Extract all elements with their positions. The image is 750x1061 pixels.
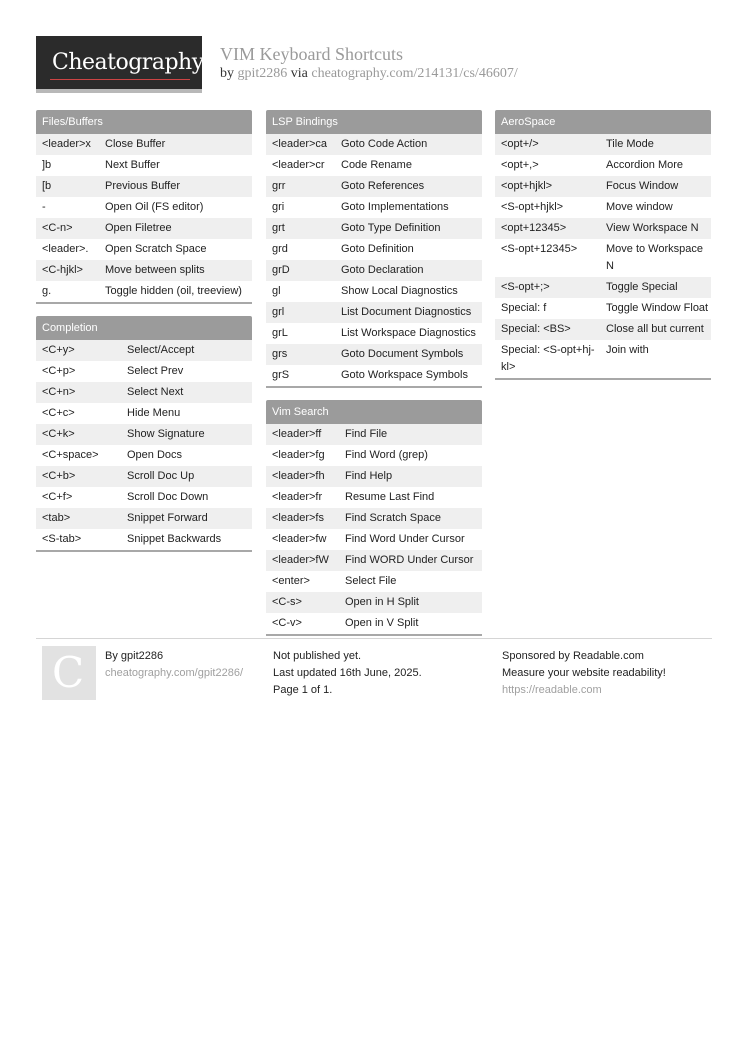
shortcut-key: <C+c>	[42, 407, 75, 419]
shortcut-row	[36, 529, 252, 550]
shortcut-description: Find Scratch Space	[345, 512, 441, 524]
column-1	[36, 110, 252, 564]
shortcut-description: Find File	[345, 428, 388, 440]
shortcut-row	[266, 613, 482, 634]
shortcut-row	[495, 134, 711, 155]
shortcut-row	[266, 281, 482, 302]
shortcut-description: Select File	[345, 575, 397, 587]
published-status: Not published yet.	[273, 650, 362, 662]
shortcut-row	[266, 571, 482, 592]
shortcut-key: ]b	[42, 159, 52, 171]
shortcut-row	[36, 197, 252, 218]
by-word: by	[220, 66, 234, 81]
shortcut-description: Move to Workspace N	[606, 243, 704, 272]
shortcut-key: <tab>	[42, 512, 71, 524]
shortcut-row	[36, 424, 252, 445]
shortcut-key: <leader>fh	[272, 470, 325, 482]
shortcut-key: <C-n>	[42, 222, 73, 234]
shortcut-row	[495, 298, 711, 319]
shortcut-description: Next Buffer	[105, 159, 160, 171]
shortcut-description: Join with	[606, 344, 649, 356]
section-title: LSP Bindings	[266, 110, 482, 134]
shortcut-description: List Document Diagnostics	[341, 306, 472, 318]
sponsor-url[interactable]: https://readable.com	[502, 684, 602, 696]
shortcut-description: Toggle Window Float	[606, 302, 709, 314]
column-3	[495, 110, 711, 392]
shortcut-key: <leader>fw	[272, 533, 327, 545]
shortcut-key: <leader>cr	[272, 159, 325, 171]
shortcut-key: <C+f>	[42, 491, 73, 503]
shortcut-key: -	[42, 201, 46, 213]
shortcut-key: <C+k>	[42, 428, 75, 440]
shortcut-row	[266, 365, 482, 386]
shortcut-key: <leader>fW	[272, 554, 329, 566]
shortcut-description: Goto References	[341, 180, 425, 192]
shortcut-row	[266, 218, 482, 239]
shortcut-row	[36, 281, 252, 302]
shortcut-row	[266, 155, 482, 176]
shortcut-description: View Workspace N	[606, 222, 699, 234]
author-avatar	[42, 646, 96, 700]
shortcut-row	[266, 466, 482, 487]
shortcut-key: <opt+,>	[501, 159, 539, 171]
sponsor-link[interactable]: Readable.com	[572, 650, 644, 662]
shortcut-description: Toggle Special	[606, 281, 678, 293]
footer-author-link[interactable]: gpit2286	[120, 650, 164, 662]
shortcut-description: Open Oil (FS editor)	[105, 201, 204, 213]
avatar-letter: C	[52, 648, 85, 697]
shortcut-key: grl	[272, 306, 285, 318]
footer-divider	[36, 638, 712, 639]
shortcut-key: [b	[42, 180, 52, 192]
page-title: VIM Keyboard Shortcuts	[220, 44, 403, 64]
shortcut-key: grd	[272, 243, 288, 255]
shortcut-description: Goto Definition	[341, 243, 414, 255]
last-updated: Last updated 16th June, 2025.	[273, 667, 422, 679]
shortcut-description: Open Scratch Space	[105, 243, 207, 255]
shortcut-row	[266, 529, 482, 550]
shortcut-description: Goto Type Definition	[341, 222, 441, 234]
shortcut-key: <S-opt+12345>	[501, 243, 578, 255]
shortcut-key: grr	[272, 180, 286, 192]
shortcut-description: Goto Implementations	[341, 201, 449, 213]
shortcut-description: Open in V Split	[345, 617, 419, 629]
shortcut-row	[495, 319, 711, 340]
shortcut-description: Move between splits	[105, 264, 205, 276]
shortcut-description: Close Buffer	[105, 138, 166, 150]
shortcut-description: Find WORD Under Cursor	[345, 554, 474, 566]
shortcut-row	[495, 176, 711, 197]
sponsor-tagline: Measure your website readability!	[502, 667, 666, 679]
section-title: AeroSpace	[495, 110, 711, 134]
shortcut-row	[36, 340, 252, 361]
sheet-url-link[interactable]: cheatography.com/214131/cs/46607/	[311, 66, 518, 81]
shortcut-description: Select/Accept	[127, 344, 195, 356]
shortcut-key: g.	[42, 285, 52, 297]
shortcut-key: gri	[272, 201, 285, 213]
shortcut-row	[36, 155, 252, 176]
shortcut-key: <opt+/>	[501, 138, 539, 150]
sponsored-prefix: Sponsored by	[502, 650, 570, 662]
shortcut-key: <C+n>	[42, 386, 76, 398]
cheatography-logo[interactable]	[36, 36, 202, 93]
shortcut-key: <C+p>	[42, 365, 76, 377]
shortcut-key: <C+b>	[42, 470, 76, 482]
shortcut-key: gl	[272, 285, 281, 297]
shortcut-row	[36, 176, 252, 197]
shortcut-row	[36, 508, 252, 529]
shortcut-key: Special: <BS>	[501, 323, 571, 335]
shortcut-key: <leader>fr	[272, 491, 323, 503]
section-title: Files/Buffers	[36, 110, 252, 134]
shortcut-key: <C+space>	[42, 449, 99, 461]
shortcut-description: Goto Code Action	[341, 138, 428, 150]
shortcut-description: Hide Menu	[127, 407, 181, 419]
shortcut-row	[495, 197, 711, 218]
shortcut-description: Goto Workspace Symbols	[341, 369, 468, 381]
shortcut-row	[266, 508, 482, 529]
shortcut-description: Move window	[606, 201, 673, 213]
footer-sponsor	[502, 648, 666, 699]
shortcut-row	[495, 218, 711, 239]
byline	[220, 66, 518, 82]
shortcut-row	[495, 155, 711, 176]
shortcut-key: <S-opt+hjkl>	[501, 201, 564, 213]
shortcut-row	[36, 487, 252, 508]
shortcut-description: Show Signature	[127, 428, 205, 440]
shortcut-key: grt	[272, 222, 285, 234]
shortcut-row	[36, 218, 252, 239]
shortcut-description: Scroll Doc Up	[127, 470, 195, 482]
shortcut-description: Accordion More	[606, 159, 684, 171]
shortcut-row	[36, 466, 252, 487]
shortcut-description: Open Filetree	[105, 222, 172, 234]
shortcut-description: Code Rename	[341, 159, 412, 171]
shortcut-row	[266, 302, 482, 323]
shortcut-key: <opt+hjkl>	[501, 180, 553, 192]
shortcut-description: Open Docs	[127, 449, 183, 461]
shortcut-key: <S-opt+;>	[501, 281, 550, 293]
shortcut-description: Select Next	[127, 386, 184, 398]
shortcut-description: Snippet Backwards	[127, 533, 222, 545]
shortcut-key: grL	[272, 327, 288, 339]
shortcut-key: grS	[272, 369, 290, 381]
section-vim-search	[266, 400, 482, 636]
shortcut-row	[266, 487, 482, 508]
shortcut-key: grD	[272, 264, 290, 276]
shortcut-key: <leader>.	[42, 243, 89, 255]
shortcut-row	[36, 445, 252, 466]
shortcut-row	[495, 340, 711, 378]
shortcut-row	[266, 239, 482, 260]
via-word: via	[290, 66, 308, 81]
shortcut-key: <C-v>	[272, 617, 302, 629]
page-number: Page 1 of 1.	[273, 684, 333, 696]
shortcut-key: <C-s>	[272, 596, 302, 608]
shortcut-row	[266, 424, 482, 445]
shortcut-description: Tile Mode	[606, 138, 654, 150]
shortcut-description: Find Help	[345, 470, 393, 482]
shortcut-key: <C-hjkl>	[42, 264, 83, 276]
shortcut-row	[266, 176, 482, 197]
footer-meta	[273, 648, 422, 699]
shortcut-key: <enter>	[272, 575, 310, 587]
shortcut-row	[495, 239, 711, 277]
shortcut-row	[36, 260, 252, 281]
footer-by-word: By	[105, 650, 118, 662]
column-2	[266, 110, 482, 648]
shortcut-row	[266, 592, 482, 613]
shortcut-description: List Workspace Diagnostics	[341, 327, 476, 339]
shortcut-key: Special: f	[501, 302, 547, 314]
shortcut-row	[266, 197, 482, 218]
section-completion	[36, 316, 252, 552]
shortcut-description: Select Prev	[127, 365, 184, 377]
shortcut-key: <opt+12345>	[501, 222, 567, 234]
author-link[interactable]: gpit2286	[237, 66, 288, 81]
shortcut-row	[266, 134, 482, 155]
footer-author	[105, 648, 243, 682]
logo-text: Cheatography	[52, 50, 204, 75]
shortcut-row	[36, 239, 252, 260]
shortcut-description: Goto Document Symbols	[341, 348, 464, 360]
shortcut-row	[266, 323, 482, 344]
shortcut-row	[36, 382, 252, 403]
shortcut-description: Focus Window	[606, 180, 679, 192]
section-aerospace	[495, 110, 711, 380]
shortcut-key: <leader>ff	[272, 428, 322, 440]
shortcut-row	[266, 445, 482, 466]
shortcut-row	[36, 403, 252, 424]
shortcut-key: <S-tab>	[42, 533, 82, 545]
shortcut-key: <C+y>	[42, 344, 75, 356]
logo-underline	[50, 79, 190, 80]
shortcut-description: Find Word (grep)	[345, 449, 428, 461]
shortcut-description: Show Local Diagnostics	[341, 285, 458, 297]
shortcut-key: grs	[272, 348, 288, 360]
shortcut-description: Previous Buffer	[105, 180, 181, 192]
footer-author-url[interactable]: cheatography.com/gpit2286/	[105, 667, 243, 679]
shortcut-row	[495, 277, 711, 298]
shortcut-row	[36, 134, 252, 155]
section-lsp-bindings	[266, 110, 482, 388]
shortcut-description: Resume Last Find	[345, 491, 435, 503]
shortcut-description: Toggle hidden (oil, treeview)	[105, 285, 242, 297]
shortcut-key: <leader>fs	[272, 512, 324, 524]
shortcut-description: Goto Declaration	[341, 264, 424, 276]
shortcut-key: <leader>fg	[272, 449, 325, 461]
shortcut-description: Close all but current	[606, 323, 704, 335]
shortcut-key: <leader>ca	[272, 138, 328, 150]
shortcut-row	[266, 344, 482, 365]
shortcut-description: Scroll Doc Down	[127, 491, 209, 503]
section-files-buffers	[36, 110, 252, 304]
shortcut-row	[36, 361, 252, 382]
shortcut-key: <leader>x	[42, 138, 91, 150]
shortcut-key: Special: <S-opt+hj-kl>	[501, 344, 595, 373]
section-title: Completion	[36, 316, 252, 340]
section-title: Vim Search	[266, 400, 482, 424]
shortcut-description: Find Word Under Cursor	[345, 533, 465, 545]
shortcut-description: Snippet Forward	[127, 512, 208, 524]
shortcut-description: Open in H Split	[345, 596, 419, 608]
shortcut-row	[266, 260, 482, 281]
shortcut-row	[266, 550, 482, 571]
